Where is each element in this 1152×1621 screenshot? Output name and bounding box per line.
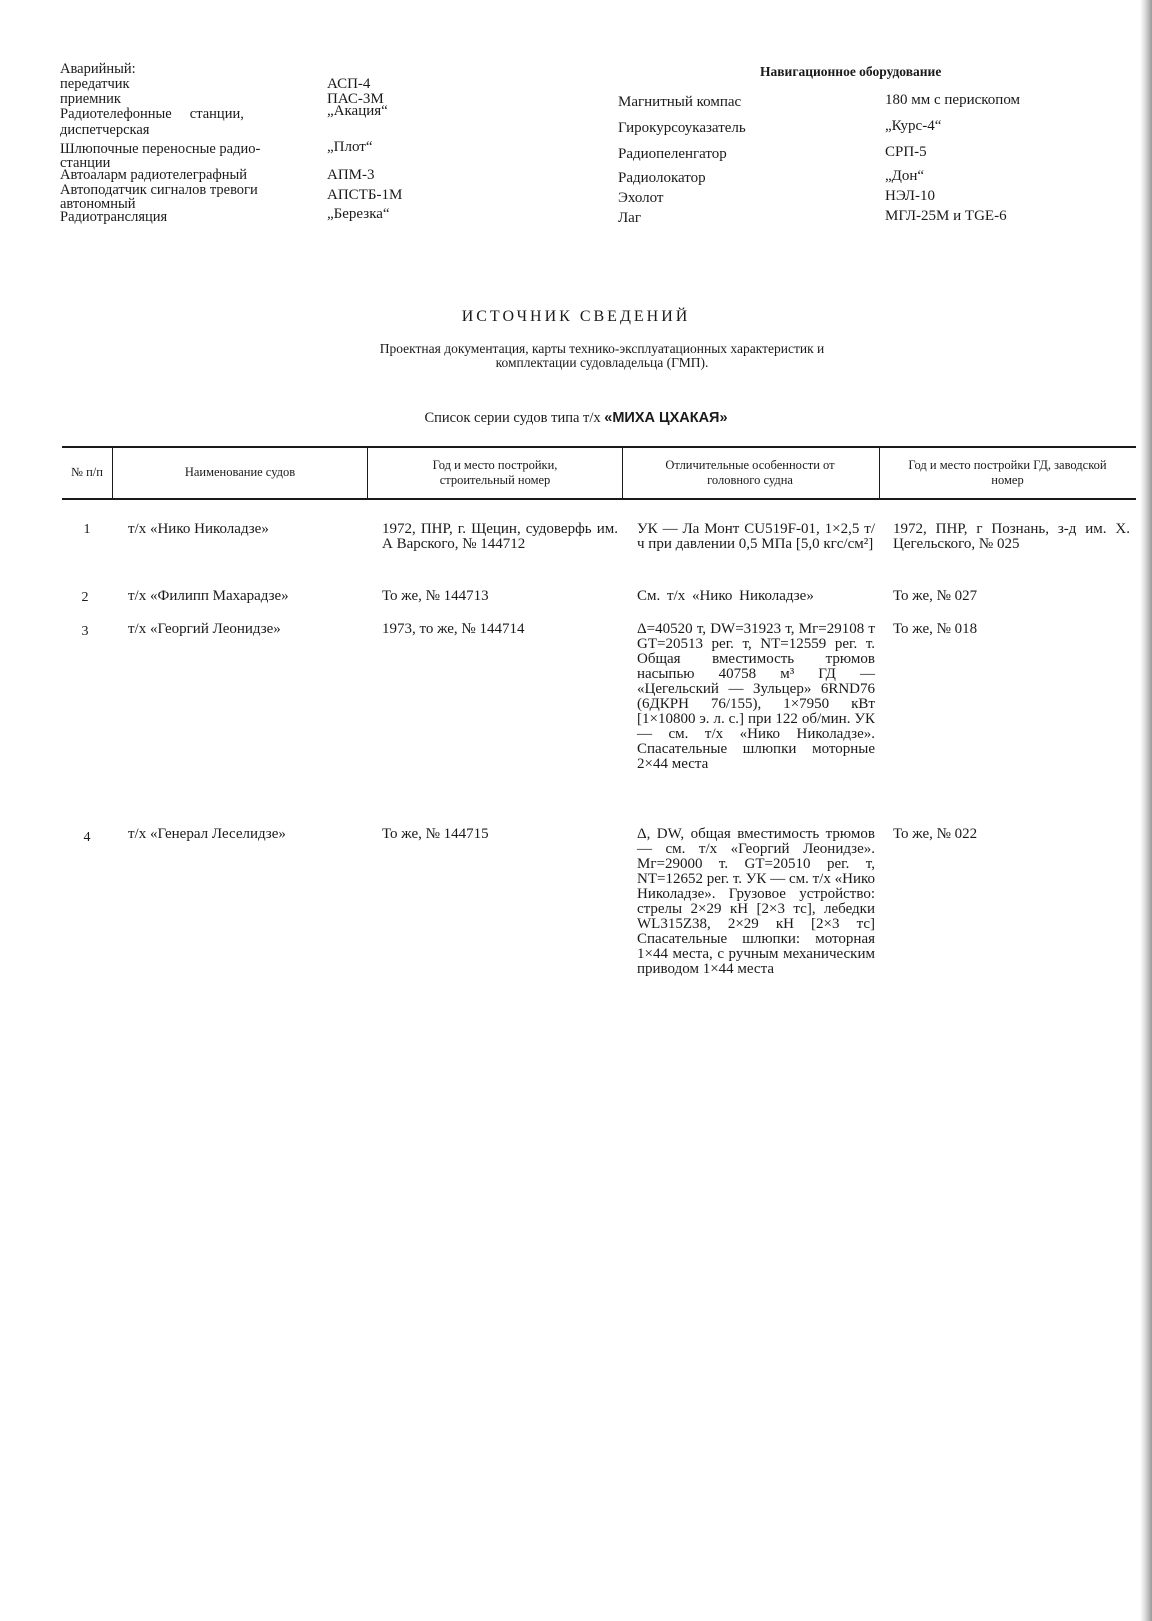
row-number: 2 <box>81 590 89 605</box>
navigation-value: „Дон“ <box>885 168 925 184</box>
equipment-label: диспетчерская <box>60 122 150 138</box>
radio-equipment-list <box>60 62 540 232</box>
sources-heading: ИСТОЧНИК СВЕДЕНИЙ <box>461 308 691 325</box>
navigation-value: 180 мм с перископом <box>885 92 1021 108</box>
equipment-value: АПМ-3 <box>327 167 375 183</box>
ship-features: УК — Ла Монт CU519F-01, 1×2,5 т/ч при давлении 0,5 МПа [5,0 кгс/см²] <box>637 521 875 552</box>
ship-features: Δ=40520 т, DW=31923 т, Mг=29108 т GT=20513 рег. т, NT=12559 рег. т. Общая вместимость трюмов насыпью 40758 м³ ГД — «Цегельский — Зульцер» 6RND76 (6ДКРН 76/155), 1×7950 кВт [1×10800 э. л. с.] при 122 об/мин. УК — см. т/х «Нико Николадзе». Спасательные шлюпки моторные 2×44 места <box>637 621 875 772</box>
ship-series-title-ship: «МИХА ЦХАКАЯ» <box>604 410 728 426</box>
equipment-label: Автоподатчик сигналов тревоги <box>60 182 258 198</box>
equipment-label: Радиотрансляция <box>60 209 168 225</box>
equipment-value: ПАС-3М <box>327 91 384 107</box>
equipment-label: Аварийный: <box>60 61 136 77</box>
navigation-value: СРП-5 <box>885 144 927 160</box>
navigation-label: Лаг <box>618 210 641 226</box>
engine-info: То же, № 027 <box>893 588 978 604</box>
row-number: 3 <box>81 624 89 639</box>
equipment-label: Автоаларм радиотелеграфный <box>60 167 248 183</box>
navigation-label: Радиолокатор <box>618 170 706 186</box>
table-header-name: Наименование судов <box>184 465 296 479</box>
equipment-value: „Плот“ <box>327 139 373 155</box>
row-number: 4 <box>83 830 91 845</box>
engine-info: То же, № 018 <box>893 621 978 637</box>
equipment-label: передатчик <box>60 76 130 92</box>
table-column-divider <box>112 447 113 499</box>
ship-series-title-prefix: Список серии судов типа т/х <box>424 410 605 426</box>
table-header-rule <box>62 498 1136 500</box>
row-number: 1 <box>83 522 91 537</box>
build-info: 1972, ПНР, г. Щецин, судоверфь им. А Варского, № 144712 <box>382 521 618 552</box>
table-column-divider <box>879 447 880 499</box>
equipment-label: Шлюпочные переносные радио- <box>60 141 261 157</box>
scan-edge-shadow <box>1140 0 1152 1621</box>
build-info: То же, № 144713 <box>382 588 489 604</box>
ship-name: т/х «Нико Николадзе» <box>128 521 269 537</box>
build-info: 1973, то же, № 144714 <box>382 621 525 637</box>
navigation-label: Гирокурсоуказатель <box>618 120 746 136</box>
equipment-value: АСП-4 <box>327 76 371 92</box>
build-info: То же, № 144715 <box>382 826 489 842</box>
table-column-divider <box>622 447 623 499</box>
navigation-value: „Курс-4“ <box>885 118 942 134</box>
equipment-label: приемник <box>60 91 121 107</box>
table-header-number: № п/п <box>71 465 103 479</box>
equipment-value: АПСТБ-1М <box>327 187 403 203</box>
ship-name: т/х «Филипп Махарадзе» <box>128 588 289 604</box>
ship-name: т/х «Георгий Леонидзе» <box>128 621 281 637</box>
navigation-title: Навигационное оборудование <box>760 64 942 79</box>
navigation-value: НЭЛ-10 <box>885 188 935 204</box>
table-header-built: Год и место постройки, строительный номер <box>432 457 558 487</box>
ship-series-title <box>0 410 1152 427</box>
equipment-label: автономный <box>60 196 136 212</box>
ship-features: Δ, DW, общая вместимость трюмов — см. т/х «Георгий Леонидзе». Mг=29000 т. GT=20510 рег. т, NT=12652 рег. т. УК — см. т/х «Нико Николадзе». Грузовое устройство: стрелы 2×29 кН [2×3 тс], лебедки WL315Z38, 2×29 кН [2×3 тс] Спасательные шлюпки: моторная 1×44 места, с ручным механическим приводом 1×44 места <box>637 826 875 977</box>
table-column-divider <box>367 447 368 499</box>
ship-features: См. т/х «Нико Николадзе» <box>637 588 814 604</box>
navigation-equipment-list <box>618 94 1118 229</box>
ship-name: т/х «Генерал Леселидзе» <box>128 826 286 842</box>
engine-info: 1972, ПНР, г Познань, з-д им. Х. Цегельского, № 025 <box>893 521 1130 552</box>
engine-info: То же, № 022 <box>893 826 978 842</box>
table-header-features: Отличительные особенности от головного судна <box>665 457 835 487</box>
navigation-label: Эхолот <box>618 190 664 206</box>
sources-text: Проектная документация, карты технико-эксплуатационных характеристик и комплектации судовладельца (ГМП). <box>379 341 825 370</box>
equipment-value: „Акация“ <box>327 103 388 119</box>
equipment-value: „Березка“ <box>327 206 390 222</box>
navigation-label: Магнитный компас <box>618 94 742 110</box>
navigation-value: МГЛ-25М и TGE-6 <box>885 208 1007 224</box>
equipment-label: Радиотелефонные станции, <box>60 106 244 122</box>
equipment-label: станции <box>60 155 111 171</box>
table-header-engine: Год и место постройки ГД, заводской номер <box>908 457 1107 487</box>
navigation-label: Радиопеленгатор <box>618 146 727 162</box>
